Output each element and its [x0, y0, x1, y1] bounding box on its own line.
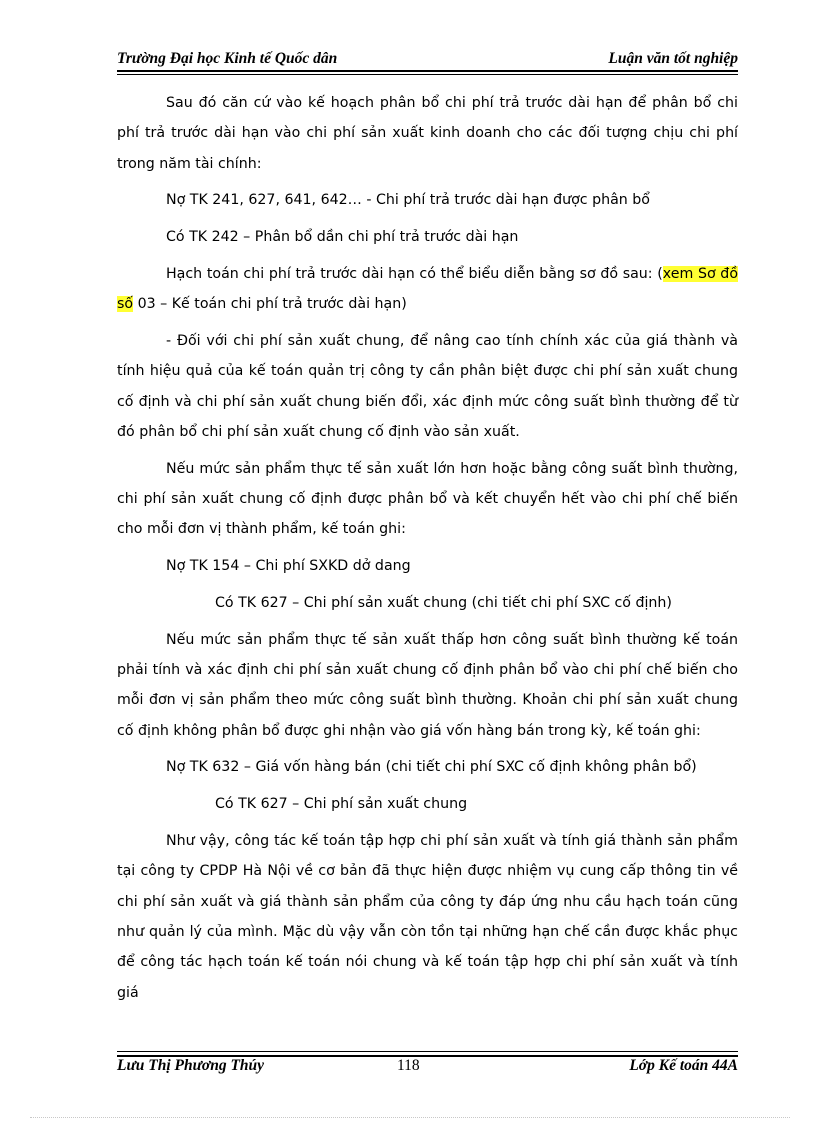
header-university: Trường Đại học Kinh tế Quốc dân [117, 50, 338, 67]
paragraph-1: Sau đó căn cứ vào kế hoạch phân bổ chi phí trả trước dài hạn để phân bổ chi phí trả trước dài hạn vào chi phí sản xuất kinh doanh cho các đối tượng chịu chi phí trong năm tài chính: [117, 95, 738, 172]
document-body [117, 88, 738, 1014]
page-footer [117, 1057, 738, 1079]
diagram-ref-after: 03 – Kế toán chi phí trả trước dài hạn) [133, 296, 407, 313]
page-break-dotted-line [30, 1117, 790, 1118]
paragraph-above-capacity: Nếu mức sản phẩm thực tế sản xuất lớn hơn hoặc bằng công suất bình thường, chi phí sản xuất chung cố định được phân bổ và kết chuyển hết vào chi phí chế biến cho mỗi đơn vị thành phẩm, kế toán ghi: [117, 460, 738, 538]
footer-class: Lớp Kế toán 44A [629, 1057, 738, 1074]
header-rule-thin [117, 74, 738, 75]
journal-entry-debit-2: Nợ TK 154 – Chi phí SXKD dở dang [166, 558, 411, 575]
paragraph-diagram-reference [117, 259, 738, 320]
header-thesis-label: Luận văn tốt nghiệp [608, 50, 738, 67]
diagram-ref-highlight: xem Sơ đồ số [117, 265, 738, 313]
journal-entry-debit-1: Nợ TK 241, 627, 641, 642… - Chi phí trả trước dài hạn được phân bổ [166, 192, 650, 209]
footer-author: Lưu Thị Phương Thúy [117, 1057, 265, 1074]
journal-entry-credit-3: Có TK 627 – Chi phí sản xuất chung [215, 796, 468, 813]
paragraph-conclusion: Như vậy, công tác kế toán tập hợp chi phí sản xuất và tính giá thành sản phẩm tại công ty CPDP Hà Nội về cơ bản đã thực hiện được nhiệm vụ cung cấp thông tin về chi phí sản xuất và giá thành sản phẩm của công ty đáp ứng nhu cầu hạch toán cũng như quản lý của mình. Mặc dù vậy vẫn còn tồn tại những hạn chế cần được khắc phục để công tác hạch toán kế toán nói chung và kế toán tập hợp chi phí sản xuất và tính giá [117, 833, 738, 1001]
paragraph-below-capacity: Nếu mức sản phẩm thực tế sản xuất thấp hơn công suất bình thường kế toán phải tính và xác định chi phí sản xuất chung cố định phân bổ vào chi phí chế biến cho mỗi đơn vị sản phẩm theo mức công suất bình thường. Khoản chi phí sản xuất chung cố định không phân bổ được ghi nhận vào giá vốn hàng bán trong kỳ, kế toán ghi: [117, 631, 738, 739]
journal-entry-credit-2: Có TK 627 – Chi phí sản xuất chung (chi tiết chi phí SXC cố định) [215, 594, 672, 611]
footer-rule-thin [117, 1051, 738, 1052]
page-header [117, 47, 738, 71]
diagram-ref-before: Hạch toán chi phí trả trước dài hạn có thể biểu diễn bằng sơ đồ sau: ( [166, 265, 663, 282]
page-number: 118 [397, 1057, 420, 1074]
journal-entry-credit-1: Có TK 242 – Phân bổ dần chi phí trả trước dài hạn [166, 229, 519, 246]
journal-entry-debit-3: Nợ TK 632 – Giá vốn hàng bán (chi tiết chi phí SXC cố định không phân bổ) [166, 759, 697, 776]
header-rule-thick [117, 70, 738, 72]
paragraph-overhead: - Đối với chi phí sản xuất chung, để nâng cao tính chính xác của giá thành và tính hiệu quả của kế toán quản trị công ty cần phân biệt được chi phí sản xuất chung cố định và chi phí sản xuất chung biến đổi, xác định mức công suất bình thường để từ đó phân bổ chi phí sản xuất chung cố định vào sản xuất. [117, 333, 738, 440]
